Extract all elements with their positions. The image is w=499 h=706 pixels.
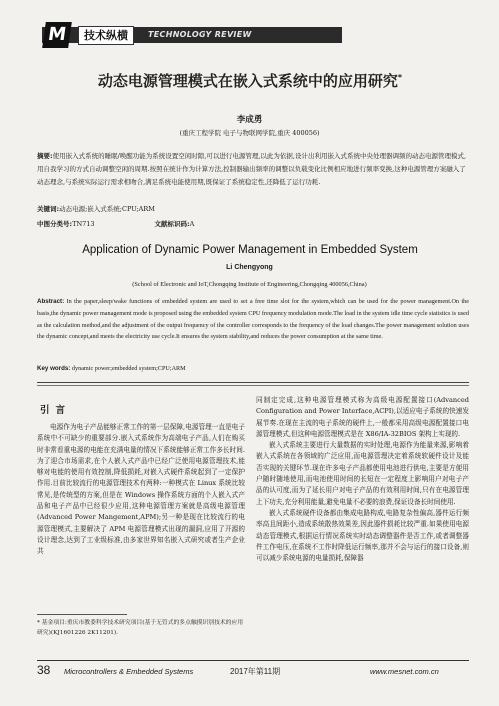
issue-label: 2017年第11期	[230, 667, 281, 676]
section-english: TECHNOLOGY REVIEW	[148, 30, 252, 39]
paper-title-en: Application of Dynamic Power Management in Embedded System	[82, 244, 418, 256]
author-en: Li Chengyong	[226, 264, 273, 271]
section-heading-intro: 引言	[40, 405, 72, 416]
affiliation: (重庆工程学院 电子与物联网学院,重庆 400056)	[179, 129, 320, 137]
title-footnote-mark: *	[397, 73, 403, 82]
abstract-en-label: Abstract:	[37, 298, 65, 305]
keywords-cn	[37, 204, 469, 213]
page-number: 38	[37, 663, 51, 677]
footer-rule	[37, 660, 469, 661]
abstract-cn	[37, 150, 469, 189]
abstract-cn-text: 使用嵌入式系统的睡眠/唤醒功能为系统设置空闲时隙,可以进行电源管理,以此为依据,设计出利用嵌入式系统中央处理器调频的动态电源管理模式,用自我学习的方式自动调整空闲的周期.按照在统计作为计算方法,控制器输出频率的调整以负载变化比例相应地进行频率变换,这种电源管理方案融入了动态理念,与系统实际运行需求相吻合,满足系统电能使用期,既保证了系统稳定性,还降低了运行功耗.	[37, 152, 467, 186]
abstract-cn-label: 摘要:	[37, 152, 53, 160]
keywords-en	[37, 365, 469, 372]
body-column-left: 电源作为电子产品能够正常工作的第一层保障,电源管理一直是电子系统中不可缺少的重要部分.嵌入式系统作为高端电子产品,人们在购买时非常看重电源的电能在充满电量的情况下系统能够正常工作多长时间.为了迎合市场需求,在个人嵌入式产品中已经广泛使用电源管理技术,能够对电能的使用有效控制,降低损耗,对嵌入式硬件系统起到了一定保护作用.目前比较流行的电源管理技术有两种:一种模式在 Linux 系统比较常见,是传统型的方案,但是在 Windows 操作系统方面的个人嵌入式产品和电子产品中已经很少应用,这种电源管理方案就是高级电源管理(Advanced Power Mangement,APM);另一种是现在比较流行的电源管理模式,主要解决了 APM 电源管理模式出现的漏洞,应用了开源的设计理念,达到了工业级标准,由多家世界知名嵌入式研究或者生产企业共	[37, 423, 245, 556]
keywords-cn-text: 动态电源;嵌入式系统;CPU;ARM	[59, 205, 155, 213]
divider	[37, 382, 469, 383]
clc-label: 中图分类号:	[37, 220, 73, 228]
website-link[interactable]: www.mesnet.com.cn	[370, 667, 439, 676]
divider-thin	[37, 385, 469, 386]
classification	[37, 219, 469, 228]
keywords-cn-label: 关键词:	[37, 205, 60, 213]
doc-code-value: A	[189, 220, 195, 228]
keywords-en-label: Key words:	[37, 365, 71, 372]
doc-code-label: 文献标识码:	[154, 220, 190, 228]
abstract-en-text: In the paper,sleep/wake functions of embedded system are used to set a free time slot for the system,which can be used for the power management.On the basis,the dynamic power management mode is proposed using the embedded system CPU frequency modulation mode.The load in the system idle time cycle statistics is used as the calculation method,and the adjustment of the output frequency of the controller corresponds to the frequency of the load changes.The power management solution uses the dynamic concept,and meets the electricity use cycle.It ensures the system stability,and reduces the power consumption at the same time.	[37, 298, 469, 341]
paragraph: 嵌入式系统主要进行大量数据的实时处理,电源作为能量来源,影响着嵌入式系统在各领域的广泛应用,而电源管理决定着系统软硬件设计及能否实现的关键环节.现在许多电子产品都使用电池进行供电,主要是方便用户随时随地使用,而电池使用时间的长短在一定程度上影响用户对电子产品的认可度,而为了延长用户对电子产品的有效利用时间,只有在电源管理上下功夫,充分利用能量,避免电量不必要的浪费,保证设备长时间使用.	[256, 441, 469, 506]
clc-value: TN713	[72, 220, 95, 228]
footnote: * 基金项目:重庆市教委科学技术研究项目(基于无管式的多点触摸识别技术的应用研究)(KJ1601226 2K11201).	[37, 620, 244, 636]
paragraph: 同制定完成,这种电源管理模式称为高级电源配置接口(Advanced Configuration and Power Interface,ACPI),以适应电子系统的快速发展节奏.在现在主流的电子系统的硬件上,一般都采用高级电源配置接口电源管理模式,但这种电源管理模式是在 X86/IA-32BIOS 架构上实现的.	[256, 396, 469, 438]
paper-title: 动态电源管理模式在嵌入式系统中的应用研究*	[97, 72, 403, 90]
journal-name: Microcontrollers & Embedded Systems	[64, 667, 194, 676]
footnote-divider	[37, 614, 127, 615]
affiliation-en: (School of Electronic and IoT,Chongqing Institute of Engineering,Chongqing 400056,China)	[132, 281, 367, 288]
paragraph: 嵌入式系统硬件设备都由集成电路构成,电路复杂性偏高,器件运行频率高且间距小,造成系统散热效果差,因此器件损耗比较严重.如果使用电源动态管理模式,根据运行情况系统实时动态调整器件是否工作,或者调整器件工作电压,在系统不工作时降低运行频率,那并不会与运行的接口设备,则可以减少系统电源的电量损耗,保障器	[256, 508, 469, 563]
author: 李成勇	[236, 115, 263, 125]
journal-logo: M	[42, 22, 72, 48]
abstract-en	[37, 296, 469, 343]
section-label: 技术纵横	[78, 26, 134, 45]
keywords-en-text: dynamic power;embedded system;CPU;ARM	[71, 365, 186, 372]
body-column-right	[256, 395, 469, 564]
